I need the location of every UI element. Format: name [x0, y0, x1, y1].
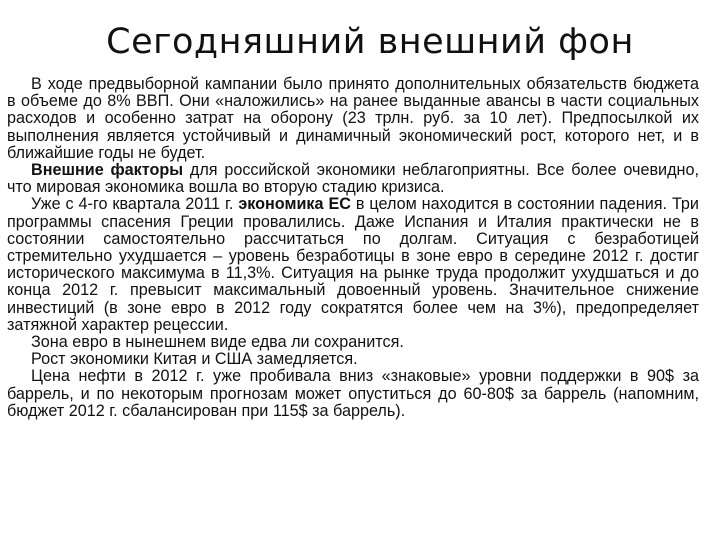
- paragraph-text: Цена нефти в 2012 г. уже пробивала вниз «знаковые» уровни поддержки в 90$ за баррель, и по некоторым прогнозам может опуститься до 60-80$ за баррель (напомним, бюджет 2012 г. сбалансирован при 115$ за баррель).: [7, 367, 699, 420]
- emphasis-eu-economy: экономика ЕС: [238, 195, 351, 214]
- paragraph-text: Рост экономики Китая и США замедляется.: [31, 350, 358, 369]
- paragraph-text: для российской экономики неблагоприятны. Все более очевидно, что мировая экономика вошла во вторую стадию кризиса.: [7, 161, 699, 197]
- paragraph-oil-price: [7, 368, 699, 420]
- paragraph-text: Уже с 4-го квартала 2011 г.: [31, 195, 239, 214]
- paragraph-text: Зона евро в нынешнем виде едва ли сохранится.: [31, 333, 404, 352]
- paragraph-text: в целом находится в состоянии падения. Три программы спасения Греции провалились. Даже Испания и Италия практически не в состоянии самостоятельно рассчитаться по долгам. Ситуация с безработицей стремительно ухудшается – уровень безработицы в зоне евро в середине 2012 г. достиг исторического максимума в 11,3%. Ситуация на рынке труда продолжит ухудшаться и до конца 2012 г. превысит максимальный довоенный уровень. Значительное снижение инвестиций (в зоне евро в 2012 году сократятся более чем на 3%), предопределяет затяжной характер рецессии.: [7, 195, 699, 334]
- paragraph-text: В ходе предвыборной кампании было принято дополнительных обязательств бюджета в объеме до 8% ВВП. Они «наложились» на ранее выданные авансы в части социальных расходов и особенно затрат на оборону (23 трлн. руб. за 10 лет). Предпосылкой их выполнения является устойчивый и динамичный экономический рост, которого нет, и в ближайшие годы не будет.: [7, 75, 699, 162]
- paragraph-budget-obligations: [7, 76, 699, 162]
- slide-title: Сегодняшний внешний фон: [106, 22, 634, 62]
- paragraph-external-factors: [7, 162, 699, 196]
- emphasis-external-factors: Внешние факторы: [31, 161, 184, 180]
- slide-body: [7, 76, 699, 420]
- paragraph-eurozone: [7, 334, 699, 351]
- paragraph-eu-economy: [7, 196, 699, 334]
- paragraph-china-usa: [7, 351, 699, 368]
